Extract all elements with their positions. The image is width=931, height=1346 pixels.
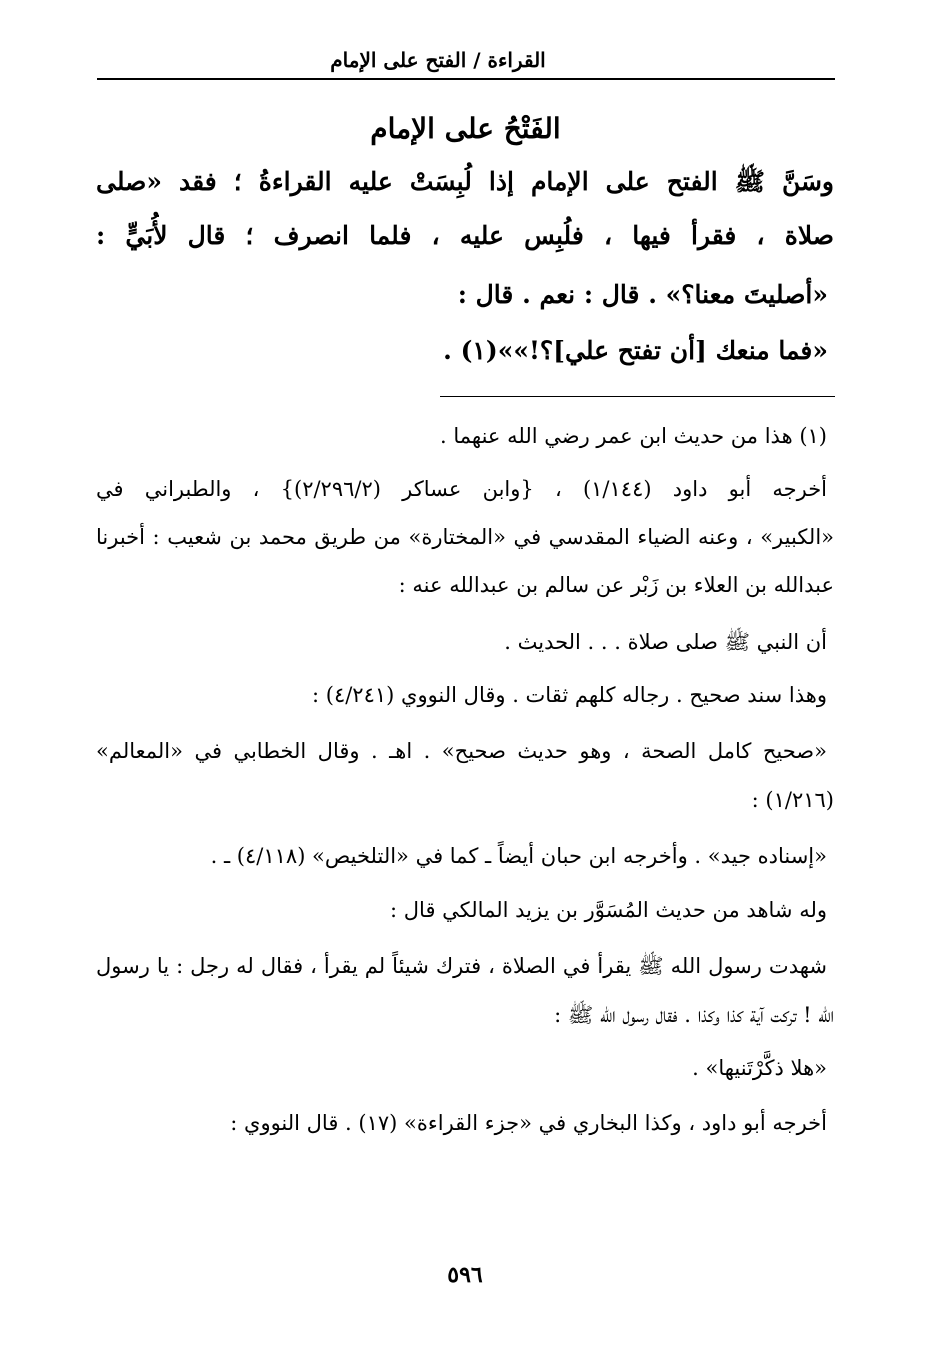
page-number: ٥٩٦ [447,1262,483,1288]
footnote-rule [440,396,835,397]
header-rule [97,78,835,80]
footnote-line: عبدالله بن العلاء بن زَبْر عن سالم بن عبدالله عنه : [398,573,834,597]
footnote-line: وله شاهد من حديث المُسَوَّر بن يزيد المالكي قال : [390,898,827,922]
footnote-line: أخرجه أبو داود ، وكذا البخاري في «جزء القراءة» (١٧) . قال النووي : [230,1111,827,1135]
footnote-line: «صحيح كامل الصحة ، وهو حديث صحيح» . اهـ . وقال الخطابي في «المعالم» [96,739,827,763]
main-text-line: وسَنَّ ﷺ الفتح على الإمام إذا لُبِسَتْ عليه القراءةُ ؛ فقد «صلى [96,167,834,196]
footnote-line: «هلا ذكَّرْتَنيها» . [692,1056,827,1080]
footnote-line: أن النبي ﷺ صلى صلاة . . . الحديث . [504,630,827,654]
footnote-line: «الكبير» ، وعنه الضياء المقدسي في «المختارة» من طريق محمد بن شعيب : أخبرنا [96,525,834,549]
main-text-line: صلاة ، فقرأ فيها ، فلُبِس عليه ، فلما انصرف ؛ قال لأُبَيٍّ : [96,221,834,250]
main-text-line: «فما منعك [أن تفتح علي]؟!»»(١) . [443,336,828,365]
running-header: القراءة / الفتح على الإمام [330,48,546,72]
footnote-line: (١) هذا من حديث ابن عمر رضي الله عنهما . [440,424,827,448]
footnote-line: الله ! تركت آية كذا وكذا . فقال رسول الله ﷺ : [554,1003,834,1027]
section-title: الفَتْحُ على الإمام [370,112,561,145]
footnote-line: أخرجه أبو داود (١/١٤٤) ، {وابن عساكر (٢/٢٩٦/٢)} ، والطبراني في [96,477,828,501]
footnote-line: (١/٢١٦) : [751,788,834,812]
footnote-line: وهذا سند صحيح . رجاله كلهم ثقات . وقال النووي (٤/٢٤١) : [311,683,827,707]
footnote-line: شهدت رسول الله ﷺ يقرأ في الصلاة ، فترك شيئاً لم يقرأ ، فقال له رجل : يا رسول [96,954,827,978]
footnote-line: «إسناده جيد» . وأخرجه ابن حبان أيضاً ـ كما في «التلخيص» (٤/١١٨) ـ . [210,844,827,868]
main-text-line: «أصليتَ معنا؟» . قال : نعم . قال : [457,280,828,309]
